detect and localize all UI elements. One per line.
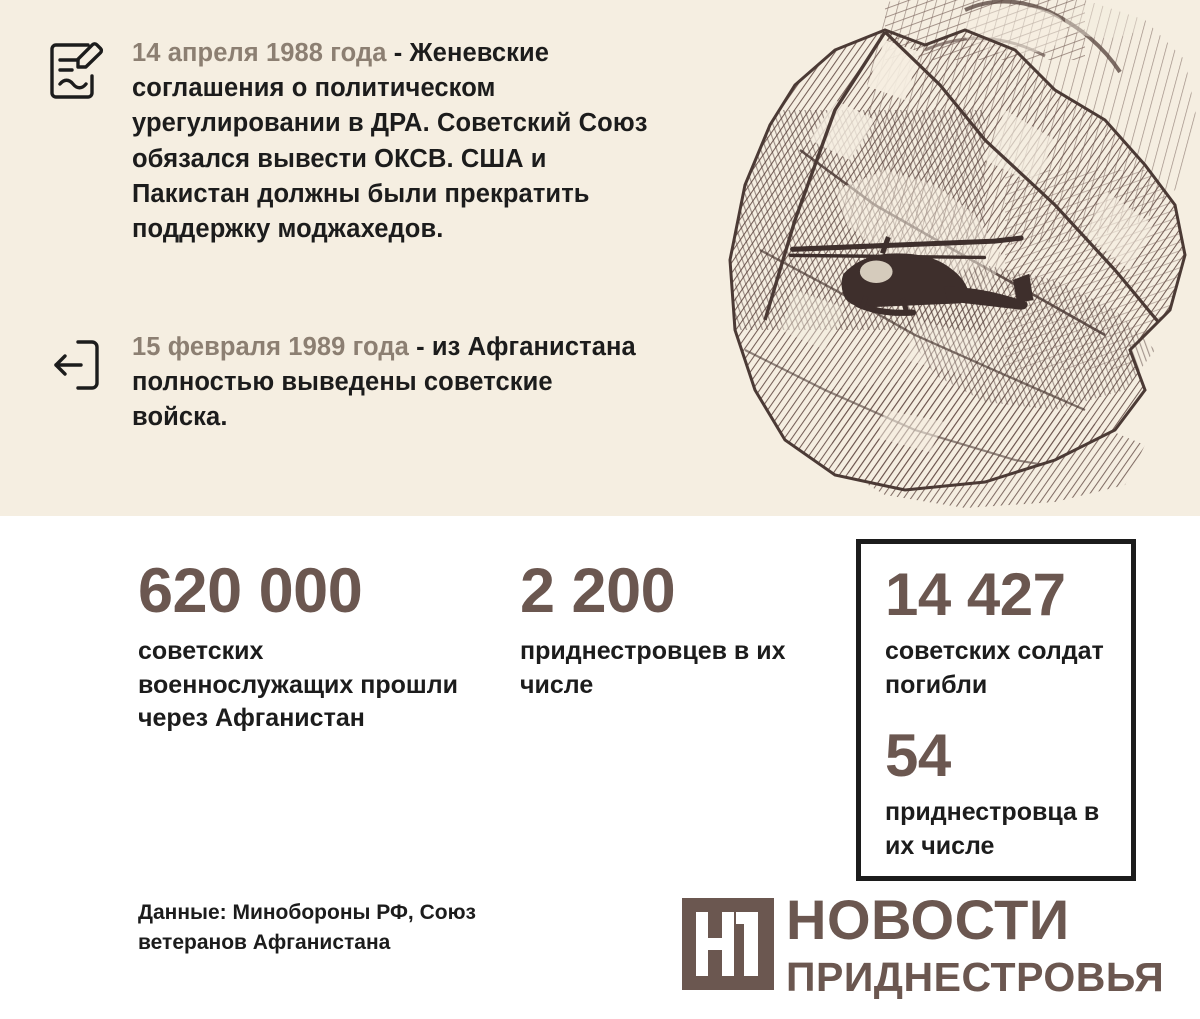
timeline-entry-text <box>132 330 648 436</box>
timeline-entry-date: 14 апреля 1988 года <box>132 39 387 67</box>
timeline-entry-body: Женевские соглашения о политическом урегулировании в ДРА. Советский Союз обязался вывести ОКСВ. США и Пакистан должны были прекратить поддержку моджахедов. <box>132 39 648 243</box>
stat-block <box>138 556 468 736</box>
stat-caption: приднестровца в их числе <box>885 798 1100 860</box>
stat-caption: советских солдат погибли <box>885 637 1104 699</box>
stat-number: 54 <box>885 722 951 789</box>
stat-number: 14 427 <box>885 561 1066 628</box>
timeline-entry-separator: - <box>386 39 410 67</box>
mountain-helicopter-engraving <box>585 0 1200 516</box>
brand-line-1: НОВОСТИ <box>786 888 1070 951</box>
exit-arrow-icon <box>48 334 106 396</box>
brand-line-2: ПРИДНЕСТРОВЬЯ <box>786 954 1165 1000</box>
stat-block <box>885 561 1107 702</box>
brand-wordmark <box>786 888 1176 1000</box>
timeline-entry-separator: - <box>408 333 432 361</box>
stat-number: 2 200 <box>520 556 676 626</box>
timeline-entry <box>48 330 648 436</box>
casualties-box <box>856 539 1136 881</box>
timeline-entry-body: из Афганистана полностью выведены советские войска. <box>132 333 636 432</box>
brand-logo <box>680 888 1170 1004</box>
stat-caption: советских военнослужащих прошли через Афганистан <box>138 637 458 732</box>
stat-block <box>885 722 1107 863</box>
stat-block <box>520 556 820 702</box>
timeline-entry-date: 15 февраля 1989 года <box>132 333 409 361</box>
np-monogram-icon <box>680 896 776 992</box>
timeline-entry-text <box>132 36 648 247</box>
timeline-entry <box>48 36 648 247</box>
document-signature-icon <box>48 40 106 102</box>
stat-caption: приднестровцев в их числе <box>520 637 786 699</box>
stat-number: 620 000 <box>138 556 363 626</box>
statistics-panel <box>0 516 1200 1019</box>
source-note: Данные: Минобороны РФ, Союз ветеранов Афганистана <box>138 901 476 954</box>
